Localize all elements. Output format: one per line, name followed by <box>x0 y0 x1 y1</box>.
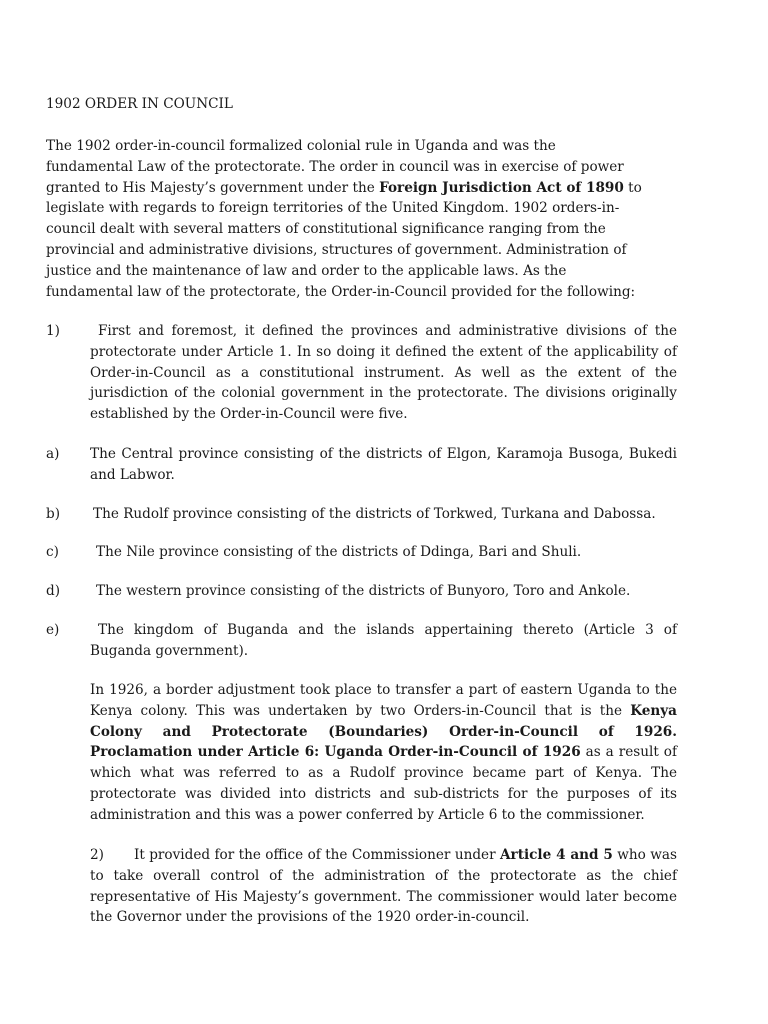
province-text: The Central province consisting of the districts of Elgon, Karamoja Busoga, Bukedi and Labwor. <box>90 446 677 483</box>
province-label: c) <box>46 544 59 560</box>
list-item-text-1: It provided for the office of the Commissioner under <box>133 847 500 863</box>
orders-reference: Kenya Colony and Protectorate (Boundaries) Order-in-Council of 1926. Proclamation under Article 6: Uganda Order-in-Council of 1926 <box>90 702 677 761</box>
article-reference: Article 4 and 5 <box>500 847 613 863</box>
province-label: e) <box>46 622 60 638</box>
province-item-e <box>46 620 677 662</box>
intro-paragraph <box>46 136 646 302</box>
list-item-label: 2) <box>90 847 104 863</box>
province-text: The Rudolf province consisting of the districts of Torkwed, Turkana and Dabossa. <box>93 506 656 522</box>
province-text: The kingdom of Buganda and the islands appertaining thereto (Article 3 of Buganda government). <box>90 622 677 659</box>
province-text: The Nile province consisting of the districts of Ddinga, Bari and Shuli. <box>96 544 582 560</box>
page-title: 1902 ORDER IN COUNCIL <box>46 96 233 112</box>
list-item-2 <box>90 845 677 928</box>
province-item-b <box>46 504 677 525</box>
province-label: b) <box>46 506 61 522</box>
list-item-text-2: who was to take overall control of the administration of the protectorate as the chief representative of His Majesty’s government. The commissioner would later become the Governor under the provisions of the 1920 order-in-council. <box>90 847 677 926</box>
province-item-a <box>46 444 677 486</box>
list-item-1 <box>46 321 677 425</box>
province-text: The western province consisting of the districts of Bunyoro, Toro and Ankole. <box>96 583 631 599</box>
list-item-text: First and foremost, it defined the provinces and administrative divisions of the protectorate under Article 1. In so doing it defined the extent of the applicability of Order-in-Council as a constitutional instrument. As well as the extent of the jurisdiction of the colonial government in the protectorate. The divisions originally established by the Order-in-Council were five. <box>90 323 677 423</box>
paragraph-text-1: In 1926, a border adjustment took place to transfer a part of eastern Uganda to the Kenya colony. This was undertaken by two Orders-in-Council that is the <box>90 682 677 719</box>
boundary-adjustment-paragraph <box>90 680 677 826</box>
province-item-d <box>46 581 677 602</box>
intro-text-2: to legislate with regards to foreign territories of the United Kingdom. 1902 orders-in-council dealt with several matters of constitutional significance ranging from the provincial and administrative divisions, structures of government. Administration of justice and the maintenance of law and order to the applicable laws. As the fundamental law of the protectorate, the Order-in-Council provided for the following: <box>46 179 642 300</box>
paragraph-text-2: as a result of which what was referred to as a Rudolf province became part of Kenya. The protectorate was divided into districts and sub-districts for the purposes of its administration and this was a power conferred by Article 6 to the commissioner. <box>90 744 677 823</box>
intro-text-1: The 1902 order-in-council formalized colonial rule in Uganda and was the fundamental Law of the protectorate. The order in council was in exercise of power granted to His Majesty’s government under the <box>46 138 624 196</box>
intro-act-reference: Foreign Jurisdiction Act of 1890 <box>379 179 624 196</box>
province-item-c <box>46 542 677 563</box>
province-label: a) <box>46 446 60 462</box>
list-item-label: 1) <box>46 323 60 339</box>
province-label: d) <box>46 583 61 599</box>
